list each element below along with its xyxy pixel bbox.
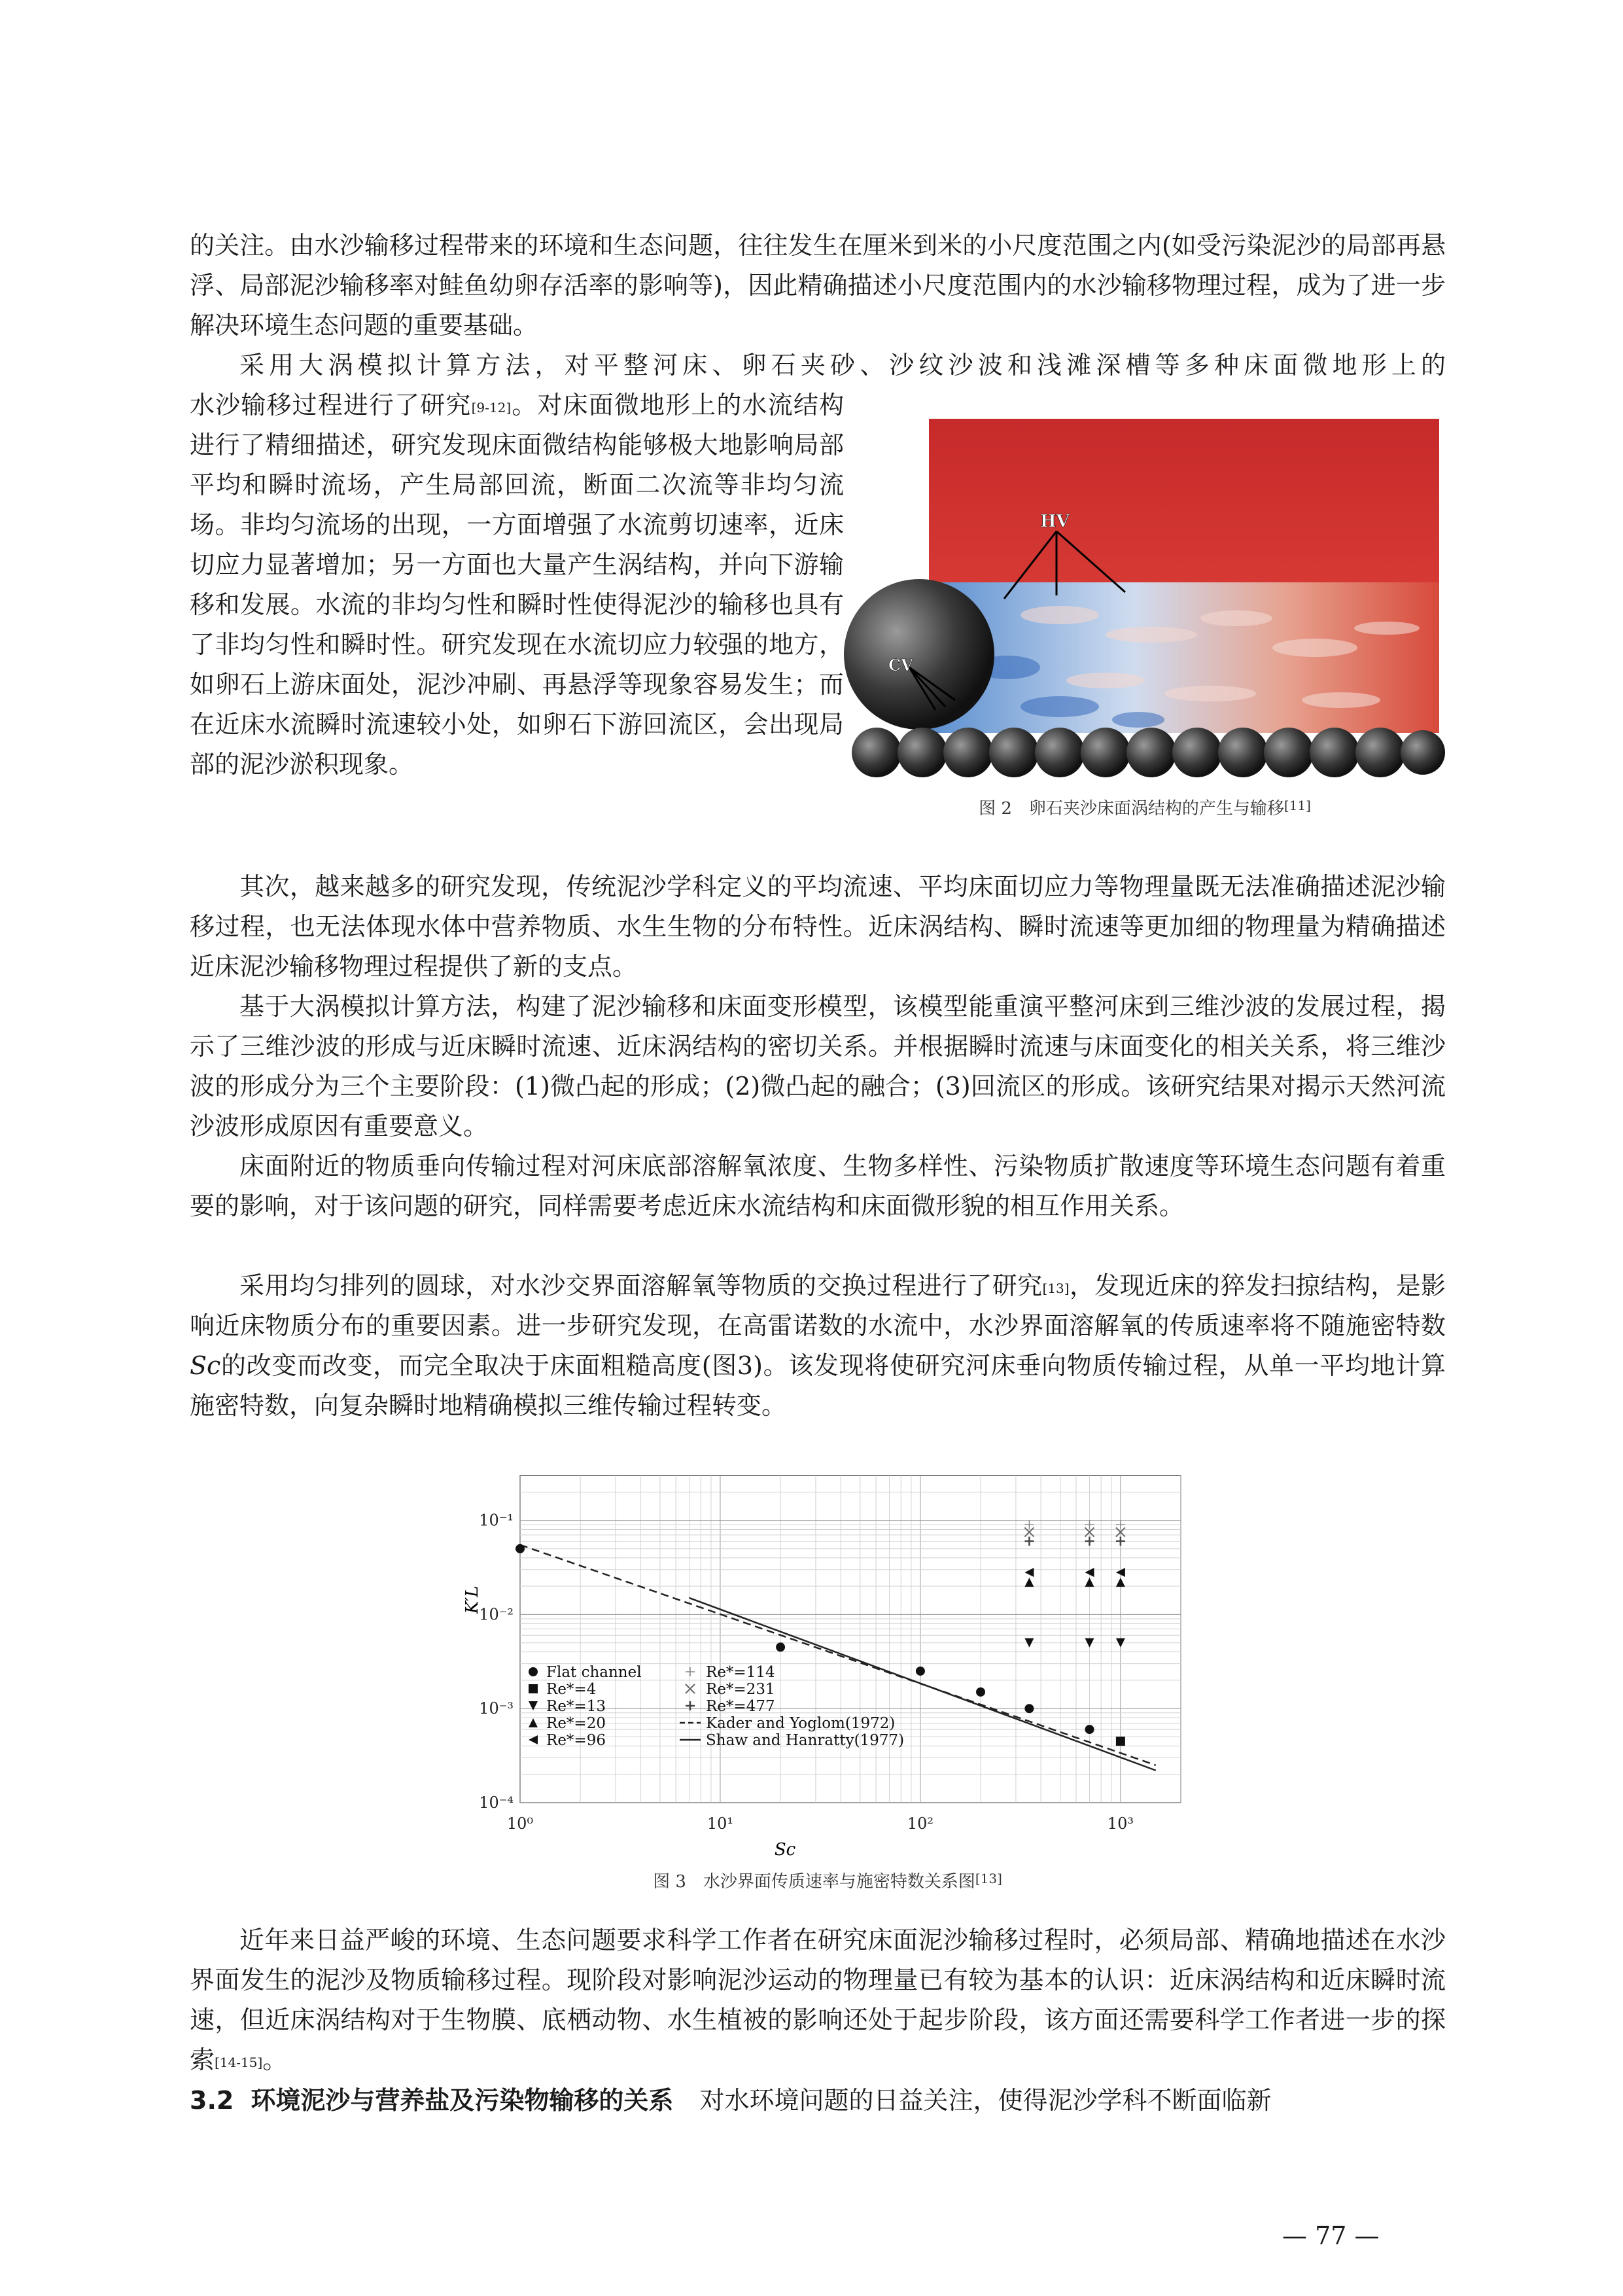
figure-3-chart (458, 1469, 1197, 1862)
paragraph-5 (190, 1146, 1446, 1226)
figure-2-caption (844, 795, 1446, 819)
hv-label: HV (1040, 512, 1070, 531)
x-tick-label: 10² (907, 1814, 934, 1833)
figure-2-vortex-image (844, 419, 1446, 785)
y-tick-label: 10⁻¹ (479, 1511, 514, 1530)
figure-3-caption-text: 图 3 水沙界面传质速率与施密特数关系图 (653, 1872, 975, 1892)
y-axis-label: K′L (462, 1585, 482, 1614)
legend-marker (529, 1667, 538, 1676)
p2b-text: 水沙输移过程进行了研究 (190, 391, 472, 419)
p6c-text: 的改变而改变，而完全取决于床面粗糙高度(图3)。该发现将使研究河床垂向物质传输过程，从单一平均地计算施密特数，向复杂瞬时地精确模拟三维传输过程转变。 (190, 1351, 1446, 1420)
section-text: 对水环境问题的日益关注，使得泥沙学科不断面临新 (699, 2086, 1272, 2115)
legend-label: Kader and Yoglom(1972) (706, 1715, 896, 1732)
paragraph-6 (190, 1266, 1446, 1426)
data-point (976, 1687, 985, 1697)
x-tick-label: 10⁰ (506, 1814, 534, 1833)
sc-symbol: Sc (190, 1351, 221, 1380)
citation: [11] (1283, 798, 1311, 813)
legend-label: Re*=13 (546, 1698, 606, 1715)
section-3-2-line (190, 2081, 1446, 2121)
p7a-text: 近年来日益严峻的环境、生态问题要求科学工作者在研究床面泥沙输移过程时，必须局部、精确地描述在水沙界面发生的泥沙及物质输移过程。现阶段对影响泥沙运动的物理量已有较为基本的认识：近床涡结构和近床瞬时流速，但近床涡结构对于生物膜、底栖动物、水生植被的影响还处于起步阶段，该方面还需要科学工作者进一步的探索 (190, 1926, 1446, 2074)
citation: [13] (1042, 1280, 1070, 1296)
p7b-text: 。 (262, 2045, 288, 2074)
legend-label: Re*=231 (706, 1681, 775, 1698)
legend-label: Re*=477 (706, 1698, 775, 1715)
data-point (916, 1667, 925, 1676)
section-title: 环境泥沙与营养盐及污染物输移的关系 (251, 2086, 674, 2115)
legend-label: Re*=114 (706, 1664, 775, 1681)
figure-2-caption-text: 图 2 卵石夹沙床面涡结构的产生与输移 (979, 799, 1284, 819)
p2c-text: 。对床面微地形上的水流结构进行了精细描述，研究发现床面微结构能够极大地影响局部平均和瞬时流场，产生局部回流，断面二次流等非均匀流场。非均匀流场的出现，一方面增强了水流剪切速率，近床切应力显著增加；另一方面也大量产生涡结构，并向下游输移和发展。水流的非均匀性和瞬时性使得泥沙的输移也具有了非均匀性和瞬时性。研究发现在水流切应力较强的地方，如卵石上游床面处，泥沙冲刷、再悬浮等现象容易发生；而在近床水流瞬时流速较小处，如卵石下游回流区，会出现局部的泥沙淤积现象。 (190, 391, 844, 779)
data-point (1116, 1737, 1125, 1746)
data-point (515, 1544, 525, 1553)
data-point (1024, 1704, 1034, 1713)
p5-text: 床面附近的物质垂向传输过程对河床底部溶解氧浓度、生物多样性、污染物质扩散速度等环境生态问题有着重要的影响，对于该问题的研究，同样需要考虑近床水流结构和床面微形貌的相互作用关系。 (190, 1152, 1446, 1220)
x-axis-label: Sc (774, 1840, 796, 1860)
y-tick-label: 10⁻⁴ (479, 1793, 514, 1812)
legend-label: Shaw and Hanratty(1977) (706, 1732, 905, 1749)
y-tick-label: 10⁻³ (479, 1699, 514, 1718)
legend-label: Re*=20 (546, 1715, 606, 1732)
paragraph-1 (190, 226, 1446, 345)
page-number: — 77 — (1282, 2221, 1380, 2250)
citation: [13] (975, 1871, 1002, 1886)
data-point (1085, 1725, 1094, 1734)
p1-text: 的关注。由水沙输移过程带来的环境和生态问题，往往发生在厘米到米的小尺度范围之内(如受污染泥沙的局部再悬浮、局部泥沙输移率对鲑鱼幼卵存活率的影响等)，因此精确描述小尺度范围内的水沙输移物理过程，成为了进一步解决环境生态问题的重要基础。 (190, 231, 1446, 340)
legend-label: Re*=4 (546, 1681, 597, 1698)
p3-text: 其次，越来越多的研究发现，传统泥沙学科定义的平均流速、平均床面切应力等物理量既无法准确描述泥沙输移过程，也无法体现水体中营养物质、水生生物的分布特性。近床涡结构、瞬时流速等更加细的物理量为精确描述近床泥沙输移物理过程提供了新的支点。 (190, 872, 1446, 981)
legend-label: Re*=96 (546, 1732, 606, 1749)
paragraph-2-line1 (190, 345, 1446, 385)
p6a-text: 采用均匀排列的圆球，对水沙交界面溶解氧等物质的交换过程进行了研究 (239, 1271, 1043, 1300)
citation: [14-15] (215, 2055, 263, 2070)
figure-3-caption (458, 1868, 1197, 1892)
data-point (776, 1642, 785, 1651)
p4-text: 基于大涡模拟计算方法，构建了泥沙输移和床面变形模型，该模型能重演平整河床到三维沙波的发展过程，揭示了三维沙波的形成与近床瞬时流速、近床涡结构的密切关系。并根据瞬时流速与床面变化的相关关系，将三维沙波的形成分为三个主要阶段：(1)微凸起的形成；(2)微凸起的融合；(3)回流区的形成。该研究结果对揭示天然河流沙波形成原因有重要意义。 (190, 992, 1446, 1140)
legend-marker (529, 1684, 538, 1693)
cv-label: CV (888, 656, 913, 675)
section-number: 3.2 (190, 2086, 234, 2115)
paragraph-7 (190, 1920, 1446, 2080)
p6b-text: ，发现近床的猝发扫掠结构，是影响近床物质分布的重要因素。进一步研究发现，在高雷诺数的水流中，水沙界面溶解氧的传质速率将不随施密特数 (190, 1271, 1446, 1340)
x-tick-label: 10¹ (707, 1814, 734, 1833)
paragraph-2-body (190, 385, 844, 785)
legend-label: Flat channel (546, 1664, 642, 1681)
x-tick-label: 10³ (1107, 1814, 1134, 1833)
p2a-text: 采用大涡模拟计算方法，对平整河床、卵石夹砂、沙纹沙波和浅滩深槽等多种床面微地形上的 (239, 351, 1446, 380)
paragraph-3 (190, 867, 1446, 987)
y-tick-label: 10⁻² (479, 1605, 514, 1624)
citation: [9-12] (471, 400, 512, 415)
paragraph-4 (190, 987, 1446, 1146)
